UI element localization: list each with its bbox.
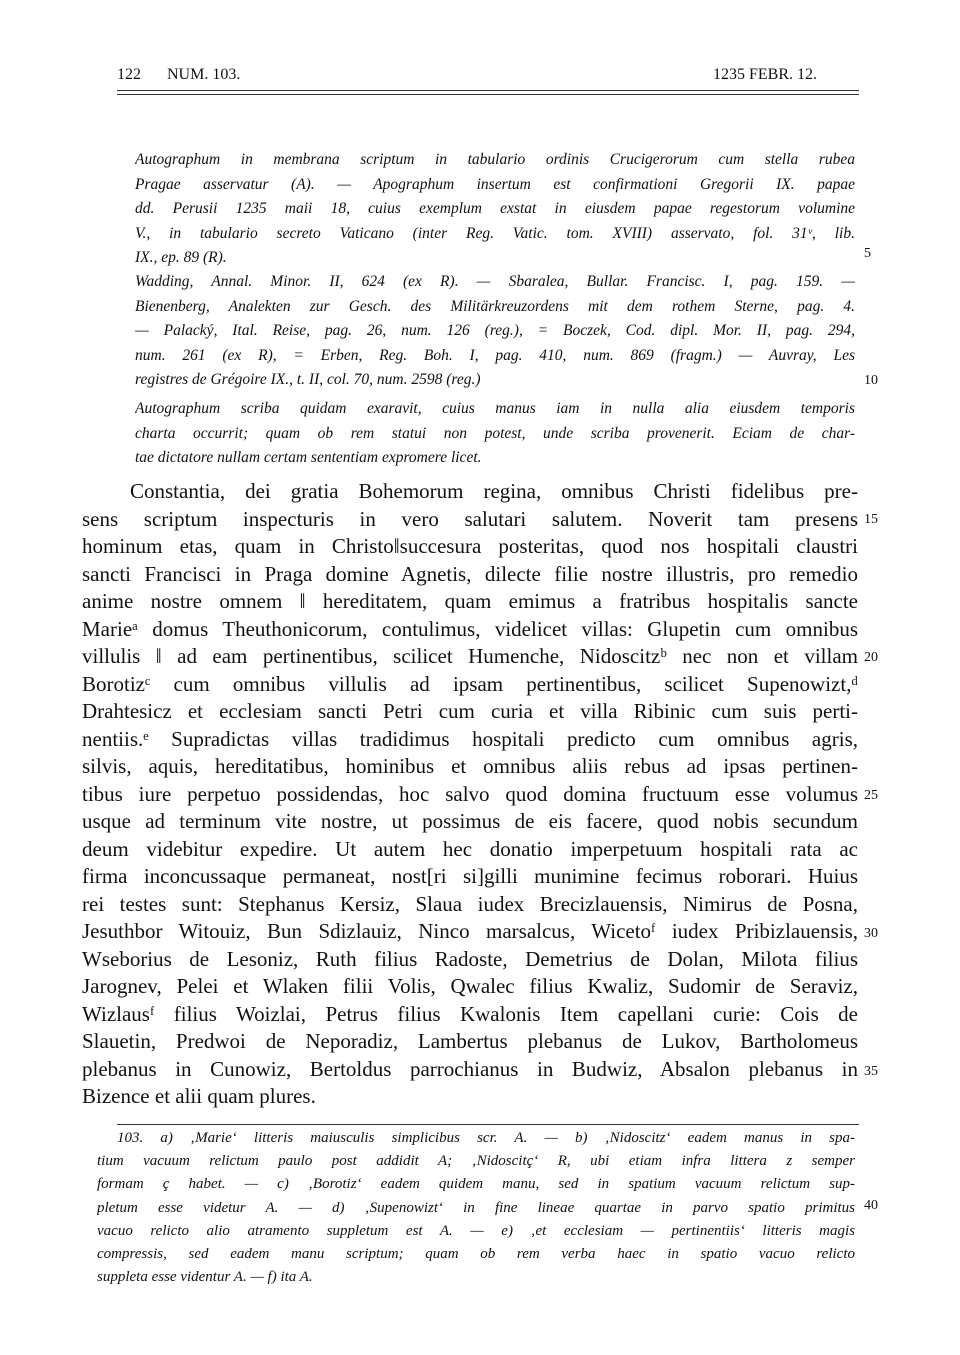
text-line: villulis ‖ ad eam pertinentibus, scilicet Humenche, Nidoscitzᵇ nec non et villam [82,644,858,668]
text-line: tibus iure perpetuo possidendas, hoc salvo quod domina fructuum esse volumus [82,781,858,806]
text-line: Wadding, Annal. Minor. II, 624 (ex R). — Sbaralea, Bullar. Francisc. I, pag. 159. — [135,273,855,290]
text-line: plebanus in Cunowiz, Bertoldus parrochianus in Budwiz, Absalon plebanus in [82,1056,858,1081]
margin-line-number: 40 [864,1198,878,1213]
margin-line-number: 20 [864,650,878,665]
text-line: Jarognev, Pelei et Wlaken filii Volis, Qwalec filius Kwaliz, Sudomir de Seraviz, [82,974,858,998]
header-rule [117,90,859,91]
text-line: sancti Francisci in Praga domine Agnetis, dilecte filie nostre illustris, pro remedio [82,561,858,586]
text-line: Drahtesicz et ecclesiam sancti Petri cum curia et villa Ribinic cum suis perti- [82,699,858,723]
text-line: hominum etas, quam in Christo‖succesura posteritas, quod nos hospitali claustri [82,534,858,558]
text-line: charta occurrit; quam ob rem statui non potest, unde scriba provenerit. Eciam de char- [135,424,855,442]
text-line: — Palacký, Ital. Reise, pag. 26, num. 126 (reg.), = Boczek, Cod. dipl. Mor. II, pag. 294, [135,322,855,339]
source-description [135,148,855,271]
text-line: tium vacuum relictum paulo post addidit A; ‚Nidoscitç‘ R, ubi etiam infra littera z semper [97,1153,855,1170]
text-line: vacuo relicto alio atramento suppletum est A. — e) ‚et ecclesiam — pertinentiis‘ litteris magis [97,1222,855,1239]
text-line: Borotizᶜ cum omnibus villulis ad ipsam pertinentibus, scilicet Supenowizt,ᵈ [82,671,858,696]
text-line: tae dictatore nullam certam sententiam expromere licet. [135,449,482,466]
text-line: dd. Perusii 1235 maii 18, cuius exemplum exstat in eiusdem papae regestorum volumine [135,200,855,217]
text-line: Bienenberg, Analekten zur Gesch. des Militärkreuzordens mit dem rothem Sterne, pag. 4. [135,297,855,315]
text-line: formam ç habet. — c) ‚Borotiz‘ eadem quidem manu, sed in spatium vacuum relictum sup- [97,1176,855,1193]
bibliography [135,270,855,393]
running-header [117,66,859,88]
margin-line-number: 10 [864,373,878,388]
footnotes [97,1127,855,1289]
text-line: usque ad terminum vite nostre, ut possimus de eis facere, quod nobis secundum [82,809,858,833]
text-line: Wizlausᶠ filius Woizlai, Petrus filius Kwalonis Item capellani curie: Cois de [82,1001,858,1026]
text-line: Pragae asservatur (A). — Apographum insertum est confirmationi Gregorii IX. papae [135,175,855,193]
document-date: 1235 FEBR. 12. [713,66,818,83]
text-line: firma inconcussaque permaneat, nost[ri si]gilli munimine fecimus roborari. Huius [82,864,858,888]
text-line: num. 261 (ex R), = Erben, Reg. Boh. I, pag. 410, num. 869 (fragm.) — Auvray, Les [135,346,855,364]
text-line: Wseborius de Lesoniz, Ruth filius Radoste, Demetrius de Dolan, Milota filius [82,946,858,971]
margin-line-number: 35 [864,1064,878,1079]
margin-line-number: 15 [864,512,878,527]
document-number: NUM. 103. [167,66,241,83]
text-line: pletum esse videtur A. — d) ‚Supenowizt‘ in fine lineae quartae in parvo spatio primitus [97,1199,855,1216]
page-number: 122 [117,66,141,83]
margin-line-number: 25 [864,788,878,803]
text-line: suppleta esse videntur A. — f) ita A. [97,1269,313,1286]
text-line: nentiis.ᵉ Supradictas villas tradidimus hospitali predicto cum omnibus agris, [82,726,858,751]
scribe-note [135,397,855,471]
text-line: Autographum in membrana scriptum in tabulario ordinis Crucigerorum cum stella rubea [135,151,855,168]
text-line: Jesuthbor Witouiz, Bun Sdizlauiz, Ninco marsalcus, Wicetoᶠ iudex Pribizlauensis, [82,919,858,943]
text-line: IX., ep. 89 (R). [135,249,227,266]
text-line: Autographum scriba quidam exaravit, cuius manus iam in nulla alia eiusdem temporis [135,400,855,417]
header-rule-double [117,94,859,95]
margin-line-number: 30 [864,926,878,941]
footnote-rule [117,1124,859,1125]
text-line: V., in tabulario secreto Vaticano (inter Reg. Vatic. tom. XVIII) asservato, fol. 31ᵛ, lib. [135,224,855,242]
text-line: 103. a) ‚Marie‘ litteris maiusculis simplicibus scr. A. — b) ‚Nidoscitz‘ eadem manus in spa- [117,1130,855,1146]
charter-text [82,478,858,1111]
text-line: compressis, sed eadem manu scriptum; quam ob rem verba haec in spatio vacuo relicto [97,1245,855,1262]
text-line: Bizence et alii quam plures. [82,1084,316,1108]
text-line: registres de Grégoire IX., t. II, col. 70, num. 2598 (reg.) [135,371,481,388]
margin-line-number: 5 [864,246,871,261]
text-line: deum videbitur expedire. Ut autem hec donatio imperpetuum hospitali rata ac [82,836,858,861]
text-line: Constantia, dei gratia Bohemorum regina, omnibus Christi fidelibus pre- [130,479,858,503]
text-line: Marieᵃ domus Theuthonicorum, contulimus, videlicet villas: Glupetin cum omnibus [82,616,858,641]
text-line: silvis, aquis, hereditatibus, hominibus et omnibus aliis rebus ad ipsas pertinen- [82,754,858,778]
text-line: anime nostre omnem ‖ hereditatem, quam emimus a fratribus hospitalis sancte [82,589,858,613]
text-line: Slauetin, Predwoi de Neporadiz, Lambertus plebanus de Lukov, Bartholomeus [82,1029,858,1053]
text-line: rei testes sunt: Stephanus Kersiz, Slaua iudex Brecizlauensis, Nimirus de Posna, [82,891,858,916]
text-line: sens scriptum inspecturis in vero salutari salutem. Noverit tam presens [82,506,858,531]
